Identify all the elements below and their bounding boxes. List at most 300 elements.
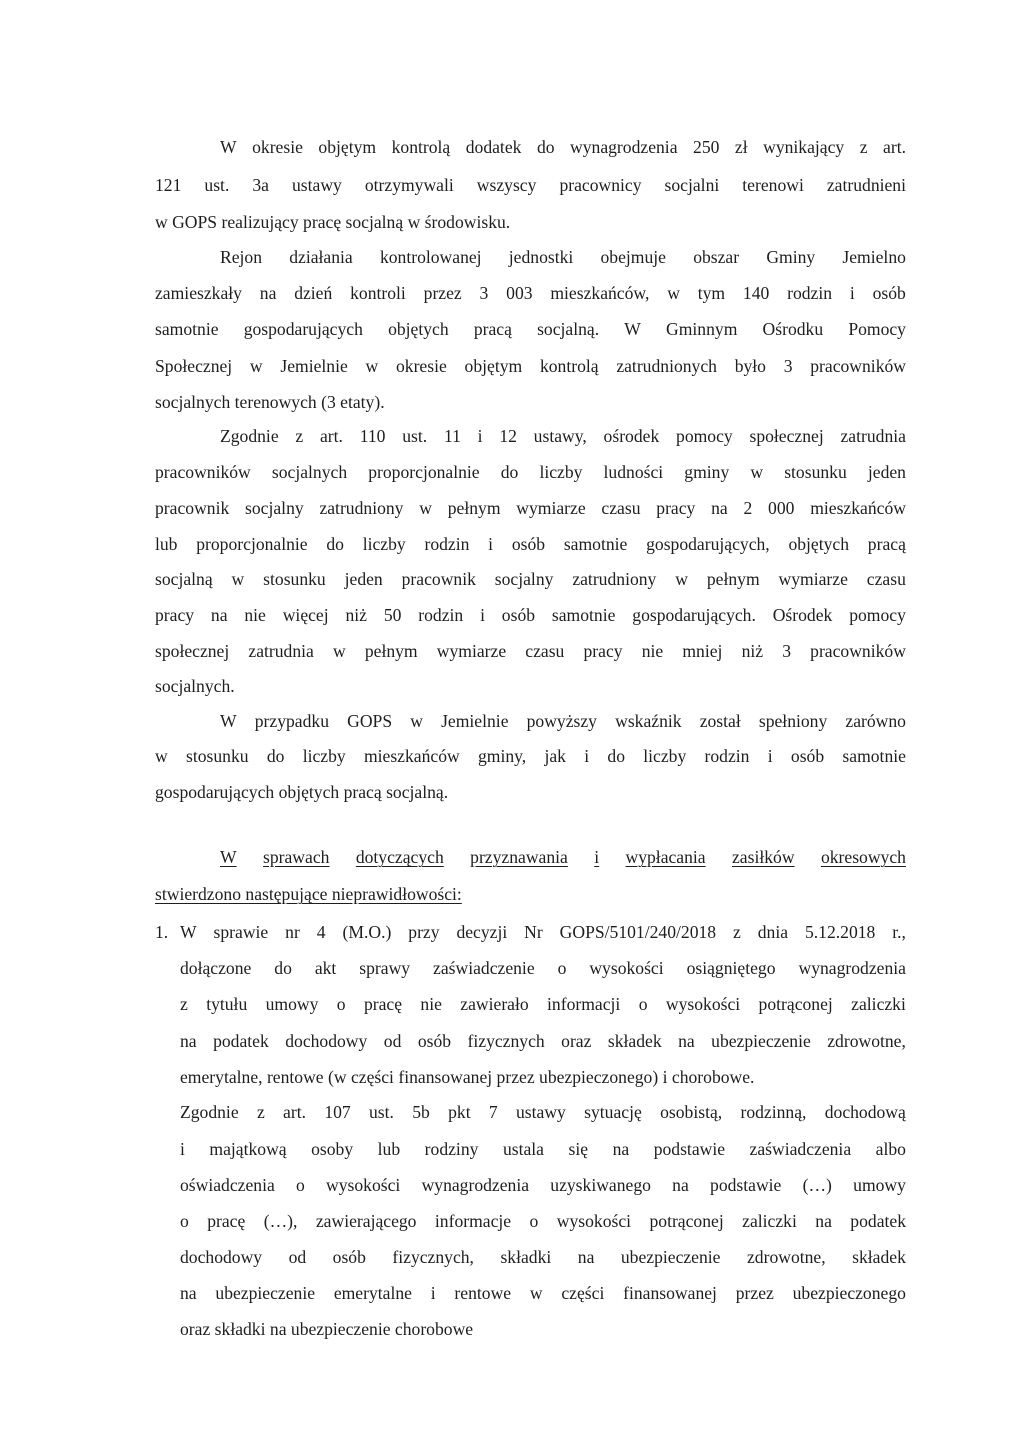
word: W [624, 319, 641, 339]
word: pracę [363, 994, 403, 1014]
word: nie [641, 641, 664, 661]
word: w [529, 1283, 543, 1303]
section-heading [220, 846, 906, 868]
paragraph-line: w GOPS realizujący pracę socjalną w środowisku. [155, 212, 511, 232]
word: zdrowotne, [827, 1031, 906, 1051]
list-item-line [180, 1101, 906, 1123]
word: zaświadczenia [749, 1139, 852, 1159]
word: Jemielnie [441, 711, 509, 731]
word: pracownik [155, 498, 230, 518]
word: dochodowy [180, 1247, 263, 1267]
word: proporcjonalnie [196, 534, 308, 554]
word: dochodową [824, 1102, 906, 1122]
word: otrzymywali [364, 175, 454, 195]
word: 7 [488, 1102, 498, 1122]
word: ust. [369, 1102, 394, 1122]
word: obejmuje [600, 247, 666, 267]
word: (…) [802, 1175, 832, 1195]
word: ustawy [291, 175, 342, 195]
word: 121 [155, 175, 182, 195]
list-item-line: oraz składki na ubezpieczenie chorobowe [180, 1319, 474, 1339]
word: zarówno [845, 711, 906, 731]
word: wymiarze [436, 641, 507, 661]
word: gminy, [477, 746, 527, 766]
word: podatek [213, 1031, 269, 1051]
word: z [859, 137, 868, 157]
list-item-line [180, 1246, 906, 1268]
word: informacji [547, 994, 621, 1014]
word: gospodarujących, [646, 534, 770, 554]
word: objętych [788, 534, 850, 554]
word: więcej [282, 605, 329, 625]
word: gospodarujących [243, 319, 363, 339]
word: kontroli [350, 283, 406, 303]
word: wysokości [556, 1211, 632, 1231]
word: o [638, 994, 648, 1014]
word: przy [408, 922, 440, 942]
word: w [675, 569, 688, 589]
paragraph-line [155, 745, 906, 767]
word: przez [735, 1283, 774, 1303]
word: zawierało [460, 994, 529, 1014]
word: 110 [359, 426, 386, 446]
list-item-line [180, 1138, 906, 1160]
word: W [180, 922, 197, 942]
word: czasu [601, 498, 641, 518]
word: w [667, 283, 680, 303]
word: samotnie [551, 605, 616, 625]
word: Ośrodek [772, 605, 833, 625]
word: osób [332, 1247, 366, 1267]
word: ustawy, [533, 426, 587, 446]
word: się [568, 1139, 589, 1159]
word: obszar [693, 247, 740, 267]
word: objętym [464, 356, 523, 376]
list-item-line [180, 1210, 906, 1232]
word: W [220, 137, 237, 157]
word: wysokości [665, 994, 741, 1014]
word: akt [314, 958, 337, 978]
word: rodzin [704, 746, 750, 766]
word: Jemielnie [280, 356, 348, 376]
word: (M.O.) [342, 922, 392, 942]
word: emerytalne [333, 1283, 412, 1303]
word: rodzin [418, 605, 464, 625]
paragraph-line: gospodarujących objętych pracą socjalną. [155, 782, 449, 802]
word: 107 [324, 1102, 351, 1122]
word: gospodarujących. [632, 605, 756, 625]
word: do [536, 137, 555, 157]
word: Zgodnie [180, 1102, 239, 1122]
word: Gminnym [666, 319, 738, 339]
word: stosunku [185, 746, 249, 766]
word: na [180, 1283, 197, 1303]
word: art. [883, 137, 906, 157]
word: fizycznych, [392, 1247, 474, 1267]
word: o [336, 994, 346, 1014]
word: socjalny [245, 498, 304, 518]
word: mieszkańców [810, 498, 906, 518]
word: zł [734, 137, 748, 157]
word: osób [872, 283, 906, 303]
word: wszyscy [476, 175, 537, 195]
word: ustala [502, 1139, 544, 1159]
word: o [529, 1211, 539, 1231]
word: 3 [782, 641, 792, 661]
word: pracy [656, 498, 696, 518]
word: liczby [362, 534, 406, 554]
word: pomocy [849, 605, 906, 625]
word: pracownik [401, 569, 476, 589]
word: od [383, 1031, 402, 1051]
word: pomocy [676, 426, 733, 446]
word: rodzin [424, 534, 470, 554]
paragraph-line [155, 355, 906, 377]
word: art. [283, 1102, 307, 1122]
word: z [295, 426, 304, 446]
word: w [332, 641, 346, 661]
word: pracą [473, 319, 512, 339]
word: powyższy [526, 711, 597, 731]
word: nie [244, 605, 266, 625]
word: w [249, 356, 263, 376]
word: pracy [583, 641, 623, 661]
word: z [180, 994, 188, 1014]
word: pełnym [364, 641, 418, 661]
word: wysokości [326, 1175, 401, 1195]
word: zatrudniony [319, 498, 404, 518]
word: 003 [506, 283, 533, 303]
word: rentowe [454, 1283, 512, 1303]
word: lub [377, 1139, 401, 1159]
paragraph-line: socjalnych terenowych (3 etaty). [155, 392, 385, 412]
word: na [180, 1031, 197, 1051]
word: gminy [684, 462, 730, 482]
word: mieszkańców [363, 746, 460, 766]
word: ustawy [516, 1102, 566, 1122]
word: r., [892, 922, 906, 942]
word: dołączone [180, 958, 252, 978]
list-item-line [180, 1030, 906, 1052]
word: liczby [643, 746, 687, 766]
word: samotnie [842, 746, 906, 766]
word: socjalny [494, 569, 554, 589]
word: Zgodnie [220, 426, 279, 446]
word: kontrolowanej [379, 247, 482, 267]
word: przypadku [254, 711, 329, 731]
word: pełnym [706, 569, 760, 589]
paragraph-line [220, 710, 906, 732]
word: i [849, 283, 855, 303]
word: art. [319, 426, 343, 446]
list-item-line [180, 1174, 906, 1196]
word: części [561, 1283, 605, 1303]
word: finansowanej [623, 1283, 717, 1303]
list-item-line [180, 993, 906, 1015]
paragraph-line [220, 136, 906, 158]
word: na [210, 605, 228, 625]
word: wynagrodzenia [798, 958, 906, 978]
word: potrąconej [758, 994, 833, 1014]
word: Gminy [766, 247, 816, 267]
word: dodatek [465, 137, 522, 157]
word: wysokości [589, 958, 664, 978]
word: wskaźnik [615, 711, 682, 731]
word: sytuację [584, 1102, 642, 1122]
word: objętym [318, 137, 377, 157]
word: sprawy [359, 958, 411, 978]
word: 000 [768, 498, 795, 518]
word: czasu [866, 569, 906, 589]
word: działania [289, 247, 353, 267]
word: społecznej [749, 426, 824, 446]
word: jak [544, 746, 566, 766]
word: tym [697, 283, 726, 303]
word: na [577, 1247, 595, 1267]
word: i [488, 534, 494, 554]
word: wynagrodzenia [570, 137, 678, 157]
word: okresowych [820, 847, 906, 867]
word: zaliczki [742, 1211, 797, 1231]
word: zdrowotne, [746, 1247, 826, 1267]
word: wymiarze [778, 569, 848, 589]
word: pracownicy [559, 175, 642, 195]
word: do [607, 746, 625, 766]
word: i [430, 1283, 436, 1303]
paragraph-line [155, 497, 906, 519]
word: stosunku [784, 462, 847, 482]
word: jednostki [508, 247, 574, 267]
word: pracy [155, 605, 195, 625]
word: zaświadczenie [433, 958, 535, 978]
word: kontrolą [391, 137, 451, 157]
word: dochodowy [285, 1031, 368, 1051]
word: stosunku [263, 569, 326, 589]
paragraph-line [155, 318, 906, 340]
paragraph-line [155, 533, 906, 555]
word: Rejon [220, 247, 263, 267]
word: osób [417, 1031, 452, 1051]
word: zatrudniony [572, 569, 657, 589]
word: rodzin [787, 283, 833, 303]
word: dnia [757, 922, 789, 942]
word: na [259, 283, 277, 303]
word: 5.12.2018 [804, 922, 876, 942]
word: zaliczki [851, 994, 906, 1014]
word: rodzinną, [740, 1102, 807, 1122]
word: osób [790, 746, 825, 766]
word: (…), [263, 1211, 298, 1231]
word: z [256, 1102, 265, 1122]
word: Ośrodku [762, 319, 824, 339]
word: socjalnych [271, 462, 348, 482]
word: ośrodek [603, 426, 660, 446]
word: o [180, 1211, 189, 1231]
word: ubezpieczenie [711, 1031, 811, 1051]
list-item-line: emerytalne, rentowe (w części finansowanej przez ubezpieczonego) i chorobowe. [180, 1067, 755, 1087]
word: 3 [479, 283, 489, 303]
word: Pomocy [848, 319, 906, 339]
word: lub [155, 534, 178, 554]
word: Nr [524, 922, 543, 942]
word: ludności [603, 462, 664, 482]
word: sprawach [263, 847, 330, 867]
word: podstawie [710, 1175, 782, 1195]
word: dotyczących [355, 847, 444, 867]
word: do [266, 746, 285, 766]
word: w [231, 569, 245, 589]
word: Jemielno [842, 247, 906, 267]
word: zatrudnia [840, 426, 906, 446]
list-item-line [180, 921, 906, 943]
word: W [220, 847, 237, 867]
word: z [733, 922, 741, 942]
word: umowy [853, 1175, 906, 1195]
word: osoby [311, 1139, 354, 1159]
word: objętych [388, 319, 449, 339]
word: na [678, 1031, 695, 1051]
list-item-number: 1. [155, 922, 169, 942]
word: okresie [252, 137, 303, 157]
word: samotnie [563, 534, 628, 554]
word: w [155, 746, 168, 766]
word: ust. [402, 426, 428, 446]
word: 50 [383, 605, 402, 625]
word: oraz [561, 1031, 592, 1051]
word: składek [607, 1031, 662, 1051]
word: socjalną. [537, 319, 600, 339]
word: do [274, 958, 292, 978]
word: podstawie [653, 1139, 726, 1159]
word: umowy [265, 994, 319, 1014]
paragraph-line [155, 568, 906, 590]
word: ubezpieczenie [620, 1247, 721, 1267]
word: o [296, 1175, 305, 1195]
word: zawierającego [315, 1211, 417, 1231]
word: wynikający [763, 137, 845, 157]
word: osobistą, [660, 1102, 723, 1122]
word: na [672, 1175, 689, 1195]
word: osób [501, 605, 536, 625]
paragraph-line [155, 282, 906, 304]
word: informacje [434, 1211, 512, 1231]
word: pracowników [810, 641, 906, 661]
word: podatek [850, 1211, 906, 1231]
word: mieszkańców, [550, 283, 650, 303]
word: albo [875, 1139, 906, 1159]
word: 3 [783, 356, 793, 376]
word: pracą [867, 534, 906, 554]
word: nr [285, 922, 300, 942]
word: na [711, 498, 728, 518]
word: od [288, 1247, 307, 1267]
word: nie [420, 994, 442, 1014]
word: pkt [448, 1102, 471, 1122]
list-item-line [180, 1282, 906, 1304]
word: pracowników [155, 462, 251, 482]
word: fizycznych [467, 1031, 545, 1051]
word: ust. [204, 175, 230, 195]
word: w [419, 498, 432, 518]
word: 11 [443, 426, 461, 446]
word: socjalni [664, 175, 720, 195]
word: pracowników [810, 356, 906, 376]
word: 5b [412, 1102, 430, 1122]
word: pełnym [447, 498, 501, 518]
word: niż [741, 641, 764, 661]
paragraph-line [155, 461, 906, 483]
word: społecznej [155, 641, 230, 661]
word: 140 [742, 283, 770, 303]
word: jeden [867, 462, 906, 482]
paragraph-line [155, 174, 906, 196]
word: terenowi [742, 175, 804, 195]
word: 2 [743, 498, 753, 518]
word: czasu [525, 641, 565, 661]
word: Społecznej [155, 356, 233, 376]
word: zatrudnieni [826, 175, 906, 195]
word: w [410, 711, 423, 731]
word: został [699, 711, 741, 731]
word: ubezpieczenie [215, 1283, 316, 1303]
word: dzień [294, 283, 333, 303]
word: przyznawania [470, 847, 568, 867]
word: socjalną [155, 569, 213, 589]
paragraph-line [155, 640, 906, 662]
word: i [584, 746, 590, 766]
word: kontrolą [539, 356, 599, 376]
word: pracę [207, 1211, 246, 1231]
word: rodziny [424, 1139, 479, 1159]
word: i [767, 746, 773, 766]
list-item-line [180, 957, 906, 979]
word: osób [511, 534, 546, 554]
word: i [180, 1139, 185, 1159]
word: i [594, 847, 600, 867]
word: niż [345, 605, 367, 625]
word: w [365, 356, 379, 376]
word: proporcjonalnie [368, 462, 480, 482]
word: W [220, 711, 237, 731]
section-heading: stwierdzono następujące nieprawidłowości: [155, 884, 462, 904]
word: potrąconej [649, 1211, 724, 1231]
word: liczby [539, 462, 583, 482]
word: zamieszkały [155, 283, 242, 303]
word: majątkową [209, 1139, 287, 1159]
word: samotnie [155, 319, 219, 339]
word: mniej [682, 641, 723, 661]
word: ubezpieczonego [792, 1283, 906, 1303]
word: 250 [693, 137, 720, 157]
word: wypłacania [625, 847, 706, 867]
word: decyzji [456, 922, 508, 942]
word: jeden [344, 569, 383, 589]
paragraph-line [220, 425, 906, 447]
word: okresie [395, 356, 447, 376]
word: zasiłków [732, 847, 795, 867]
word: osiągniętego [686, 958, 776, 978]
word: do [500, 462, 519, 482]
word: tytułu [206, 994, 248, 1014]
word: w [750, 462, 764, 482]
paragraph-line [155, 604, 906, 626]
paragraph-line [220, 246, 906, 268]
word: 3a [252, 175, 269, 195]
word: na [612, 1139, 630, 1159]
word: przez [423, 283, 462, 303]
word: zatrudnionych [616, 356, 717, 376]
word: spełniony [758, 711, 828, 731]
